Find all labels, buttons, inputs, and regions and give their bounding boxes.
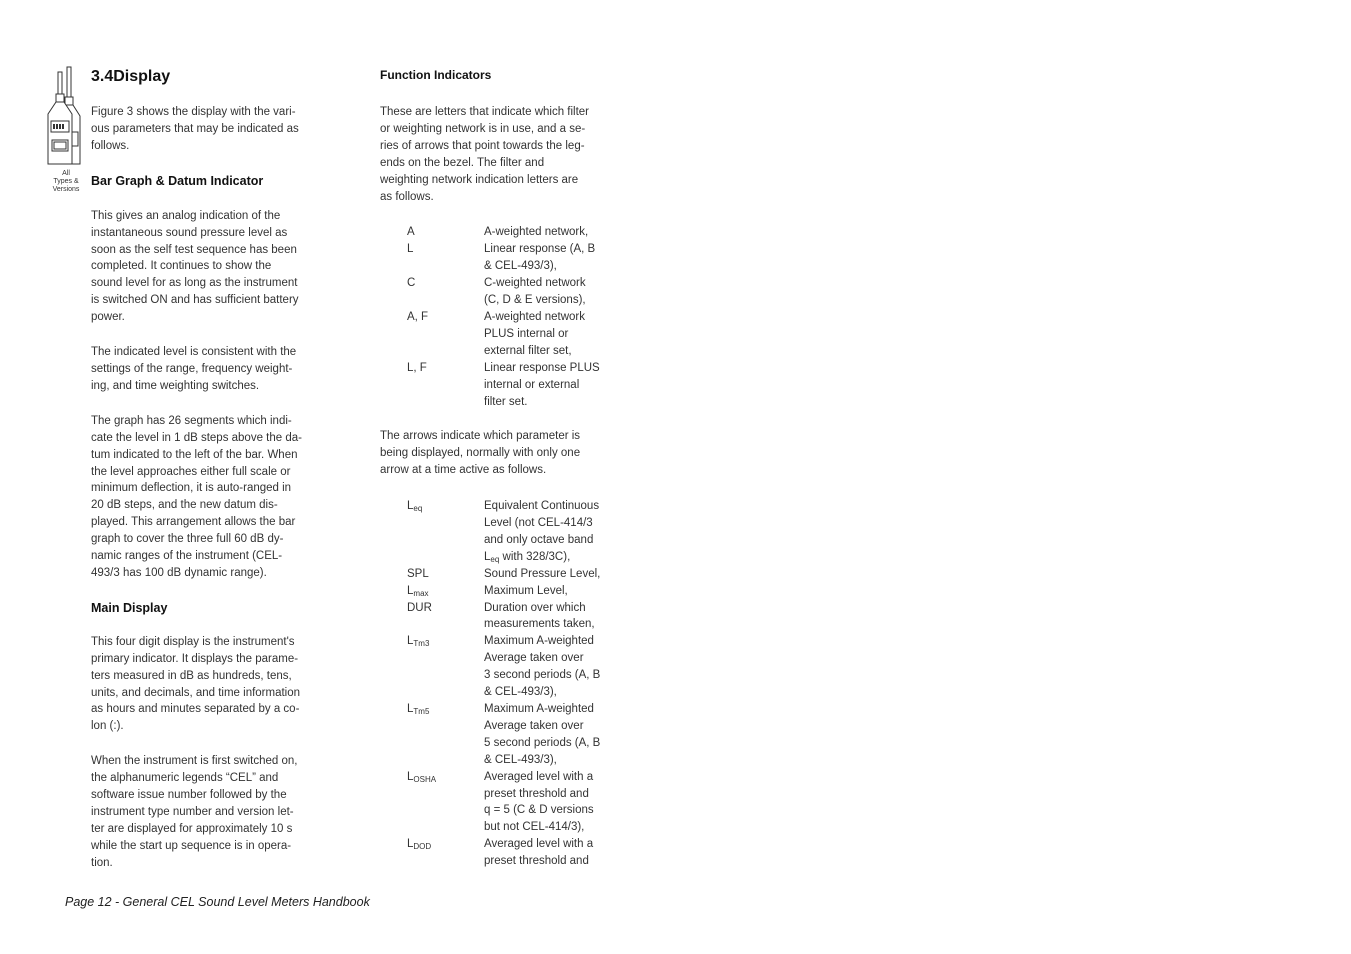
parameter-definition: Duration over which measurements taken, xyxy=(484,601,595,631)
parameter-definition: Averaged level with a preset threshold and q = 5 (C & D versions but not CEL-414/3), xyxy=(484,770,594,834)
list-item xyxy=(407,583,620,600)
list-item xyxy=(407,360,620,411)
filter-definition: Linear response PLUS internal or external filter set. xyxy=(484,361,600,408)
parameter-term: $L_{max}$ xyxy=(407,584,429,598)
filter-letter-list xyxy=(407,224,620,410)
right-column xyxy=(380,66,620,870)
parameter-definition: Maximum A-weighted Average taken over 5 second periods (A, B & CEL-493/3), xyxy=(484,703,601,766)
intro-paragraph: Figure 3 shows the display with the vari- ous parameters that may be indicated as follows. xyxy=(91,106,299,152)
list-item xyxy=(407,566,620,583)
parameter-definition: Averaged level with a preset threshold and xyxy=(484,838,594,868)
filter-term: L, F xyxy=(407,361,427,374)
sound-level-meter-icon xyxy=(44,64,88,194)
list-item xyxy=(407,498,620,566)
left-column xyxy=(91,66,331,872)
bar-graph-paragraph-2: The indicated level is consistent with the settings of the range, frequency weight- ing, and time weighting switches. xyxy=(91,346,297,392)
bar-graph-heading: Bar Graph & Datum Indicator xyxy=(91,173,264,188)
bar-graph-paragraph-1: This gives an analog indication of the instantaneous sound pressure level as soon as the self test sequence has been completed. It continues to show the sound level for as long as the instrument is switched ON and has sufficient battery power. xyxy=(91,209,299,324)
parameter-term: SPL xyxy=(407,567,429,580)
filter-definition: A-weighted network PLUS internal or external filter set, xyxy=(484,310,585,357)
main-display-paragraph-2: When the instrument is first switched on, the alphanumeric legends “CEL” and software issue number followed by the instrument type number and version let- ter are displayed for approximately 10 s while the start up sequence is in opera- tion. xyxy=(91,755,298,869)
list-item xyxy=(407,836,620,870)
filter-term: A xyxy=(407,226,415,239)
list-item xyxy=(407,275,620,309)
list-item xyxy=(407,241,620,275)
bar-graph-paragraph-3: The graph has 26 segments which indi- cate the level in 1 dB steps above the da- tum indicated to the left of the bar. When the level approaches either full scale or minimum deflection, it is auto-ranged in 20 dB steps, and the new datum dis- played. This arrangement allows the bar graph to cover the three full 60 dB dy- namic ranges of the instrument (CEL- 493/3 has 100 dB dynamic range). xyxy=(91,414,302,579)
parameter-term: $L_{OSHA}$ xyxy=(407,770,437,784)
main-display-heading: Main Display xyxy=(91,600,168,615)
function-indicators-heading: Function Indicators xyxy=(380,68,492,82)
filter-definition: C-weighted network (C, D & E versions), xyxy=(484,277,586,307)
filter-term: C xyxy=(407,277,416,290)
list-item xyxy=(407,224,620,241)
filter-definition: A-weighted network, xyxy=(484,226,589,239)
parameter-term: $L_{Tm3}$ xyxy=(407,635,430,649)
parameter-term: $L_{eq}$ xyxy=(407,500,423,514)
function-indicators-intro: These are letters that indicate which filter or weighting network is in use, and a se- ries of arrows that point towards the leg- ends on the bezel. The filter and weighting network indication letters are as follows. xyxy=(380,106,590,203)
icon-caption: All Types & Versions xyxy=(52,170,80,193)
main-display-paragraph-1: This four digit display is the instrument's primary indicator. It displays the parame- ters measured in dB as hundreds, tens, units, and decimals, and time information as hours and minutes separated by a co- lon (:). xyxy=(91,635,301,733)
parameter-term: $L_{Tm5}$ xyxy=(407,703,430,716)
arrows-intro: The arrows indicate which parameter is being displayed, normally with only one arrow at a time active as follows. xyxy=(380,430,581,477)
parameter-term: $L_{DOD}$ xyxy=(407,838,432,852)
filter-term: A, F xyxy=(407,310,429,323)
parameter-definition: Sound Pressure Level, xyxy=(484,567,601,580)
parameter-list xyxy=(407,498,620,870)
parameter-definition: Maximum A-weighted Average taken over 3 second periods (A, B & CEL-493/3), xyxy=(484,635,601,699)
list-item xyxy=(407,701,620,769)
filter-term: L xyxy=(407,243,414,256)
parameter-definition: Maximum Level, xyxy=(484,584,568,597)
filter-definition: Linear response (A, B & CEL-493/3), xyxy=(484,243,596,273)
list-item xyxy=(407,769,620,837)
page-footer: Page 12 - General CEL Sound Level Meters Handbook xyxy=(65,895,370,909)
sound-level-meter-icon-graphic xyxy=(44,64,88,168)
list-item xyxy=(407,309,620,360)
list-item xyxy=(407,600,620,634)
parameter-definition: Equivalent Continuous Level (not CEL-414/3 and only octave band $L_{eq}$ with 328/3C), xyxy=(484,500,600,564)
section-title: 3.4Display xyxy=(91,68,171,85)
list-item xyxy=(407,633,620,701)
parameter-term: DUR xyxy=(407,601,432,614)
